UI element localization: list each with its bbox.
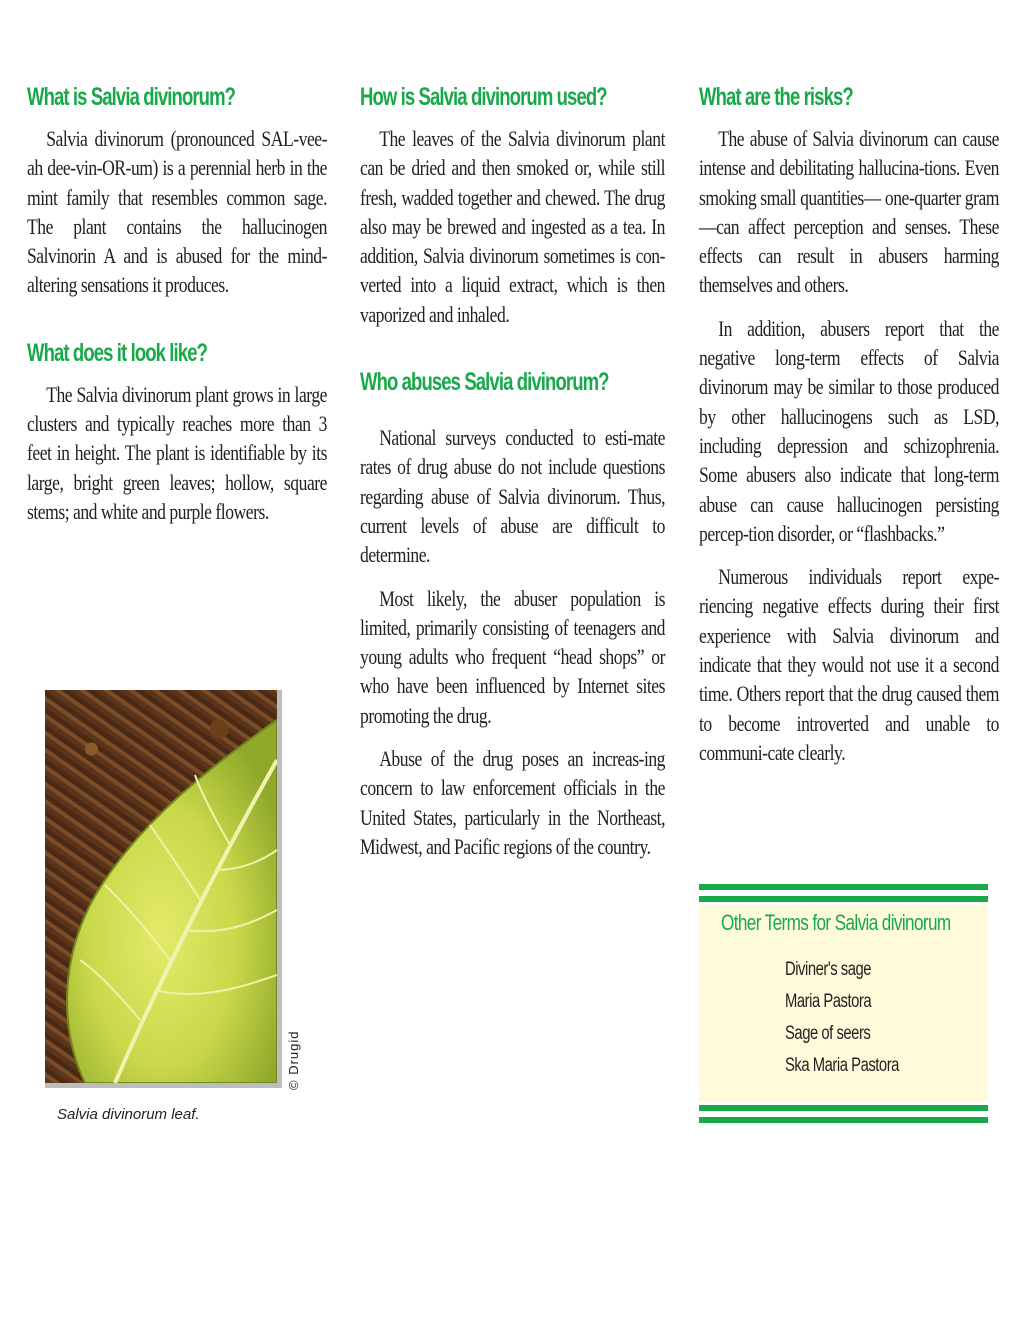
photo-caption: Salvia divinorum leaf. [57,1106,200,1123]
paragraph-look-like: The Salvia divinorum plant grows in large clusters and typically reaches more than 3 feet in height. The plant is identifiable by its large, bright green leaves; hollow, square stems; and white and purple flowers. [27,381,327,524]
leaf-icon [45,690,277,1083]
paragraph-risks: The abuse of Salvia divinorum can cause intense and debilitating hallucina-tions. Even smoking small quantities— one-quarter gram—can affect perception and senses. These effects can result in abusers harming themselves and others. [699,126,999,298]
paragraph-how-used: The leaves of the Salvia divinorum plant can be dried and then smoked or, while still fresh, wadded together and chewed. The drug also may be brewed and ingested as a tea. In addition, Salvia divinorum sometimes is con-verted into a liquid extract, which is then vaporized and inhaled. [360,126,665,327]
top-rule [699,896,988,902]
other-terms-box [699,884,988,1126]
paragraph-surveys: National surveys conducted to esti-mate rates of drug abuse do not include questions regarding abuse of Salvia divinorum. Thus, current levels of abuse are difficult to determine. [360,425,665,568]
paragraph-law-enforcement: Abuse of the drug poses an increas-ing concern to law enforcement officials in the United States, particularly in the Northeast, Midwest, and Pacific regions of the country. [360,746,665,859]
list-item: Maria Pastora [785,991,872,1012]
heading-what-is: What is Salvia divinorum? [27,83,236,111]
heading-risks: What are the risks? [699,83,853,111]
list-item: Diviner's sage [785,959,872,980]
column-2 [360,80,665,861]
bottom-rule [699,1117,988,1123]
column-3 [699,80,999,767]
paragraph-what-is: Salvia divinorum (pronounced SAL-vee-ah dee-vin-OR-um) is a perennial herb in the mint family that resembles common sage. The plant contains the hallucinogen Salvinorin A and is abused for the mind-altering sensations it produces. [27,126,327,298]
heading-what-look-like: What does it look like? [27,338,208,367]
column-1 [27,80,327,526]
list-item: Sage of seers [785,1023,871,1044]
salvia-leaf-photo [45,690,277,1083]
bottom-rule [699,1105,988,1111]
photo-credit: © Drugid [286,1030,301,1090]
paragraph-long-term: In addition, abusers report that the negative long-term effects of Salvia divinorum may be similar to those produced by other hallucinogens such as LSD, including depression and schizophrenia. Some abusers also indicate that long-term abuse can cause hallucinogen persisting percep-tion disorder, or “flashbacks.” [699,315,999,546]
heading-how-used: How is Salvia divinorum used? [360,83,607,111]
leaf-photo-frame [45,690,282,1088]
list-item: Ska Maria Pastora [785,1055,899,1076]
top-rule [699,884,988,890]
heading-who-abuses: Who abuses Salvia divinorum? [360,368,609,397]
paragraph-first-experience: Numerous individuals report expe-riencing negative effects during their first experience with Salvia divinorum and indicate that they would not use it a second time. Others report that the drug caused them to become introverted and unable to communi-cate clearly. [699,564,999,765]
terms-list [785,954,931,1082]
paragraph-abuser-population: Most likely, the abuser population is limited, primarily consisting of teenagers and young adults who frequent “head shops” or who have been influenced by Internet sites promoting the drug. [360,585,665,728]
terms-title: Other Terms for Salvia divinorum [721,910,951,935]
